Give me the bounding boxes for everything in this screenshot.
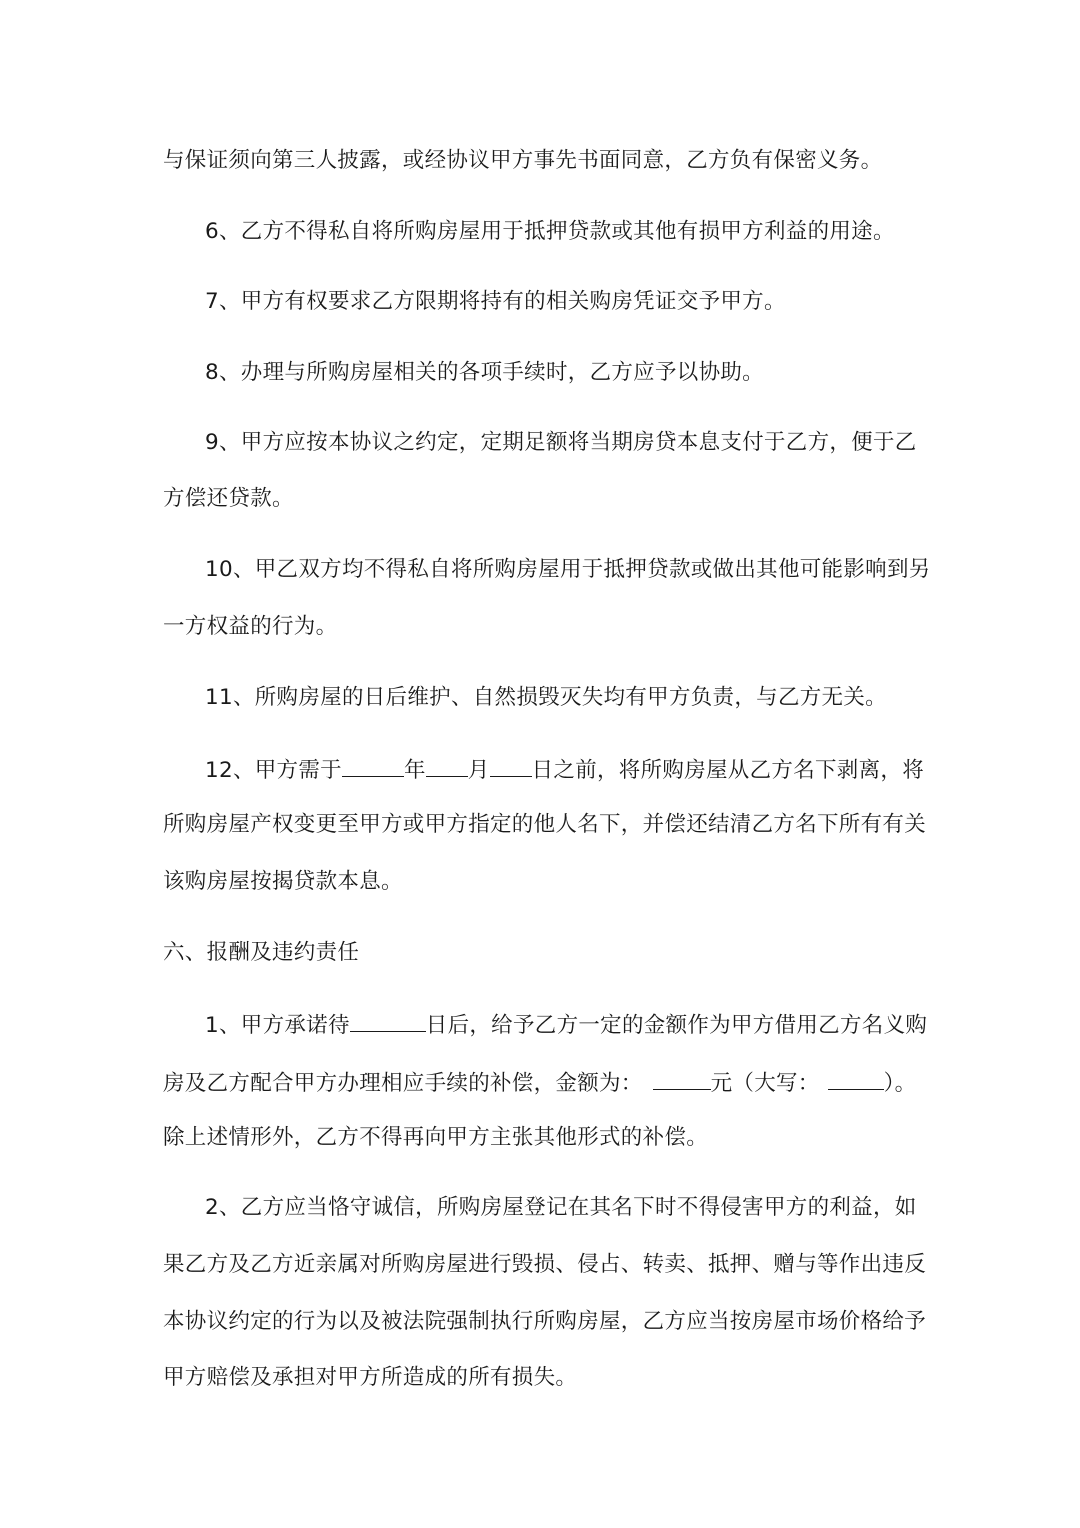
days-blank[interactable] <box>350 1009 426 1032</box>
day-blank[interactable] <box>490 754 532 777</box>
s6-clause-1-text-b: 日后，给予乙方一定的金额作为甲方借用乙方名义购 <box>425 1013 928 1038</box>
amount-blank[interactable] <box>653 1067 711 1090</box>
paragraph-5-continuation: 与保证须向第三人披露，或经协议甲方事先书面同意，乙方负有保密义务。 <box>163 148 883 173</box>
amount-uppercase-blank[interactable] <box>828 1067 884 1090</box>
section-6-clause-2-line-1: 2、乙方应当恪守诚信，所购房屋登记在其名下时不得侵害甲方的利益，如 <box>205 1195 917 1220</box>
year-blank[interactable] <box>342 754 404 777</box>
section-6-clause-1-line-2 <box>163 1067 916 1099</box>
year-label: 年 <box>403 758 426 783</box>
clause-9-line-2: 方偿还贷款。 <box>163 486 294 511</box>
section-6-clause-1-line-1 <box>205 1009 927 1041</box>
s6-clause-1-text-a: 1、甲方承诺待 <box>205 1013 350 1038</box>
s6-clause-1-amount-label: 房及乙方配合甲方办理相应手续的补偿，金额为： <box>163 1071 643 1096</box>
clause-10-line-2: 一方权益的行为。 <box>163 614 338 639</box>
clause-11: 11、所购房屋的日后维护、自然损毁灭失均有甲方负责，与乙方无关。 <box>205 685 887 710</box>
section-6-clause-2-line-2: 果乙方及乙方近亲属对所购房屋进行毁损、侵占、转卖、抵押、赠与等作出违反 <box>163 1252 927 1277</box>
clause-10-line-1: 10、甲乙双方均不得私自将所购房屋用于抵押贷款或做出其他可能影响到另 <box>205 557 931 582</box>
clause-8: 8、办理与所购房屋相关的各项手续时，乙方应予以协助。 <box>205 360 764 385</box>
section-6-clause-1-line-3: 除上述情形外，乙方不得再向甲方主张其他形式的补偿。 <box>163 1125 709 1150</box>
clause-12-line-3: 该购房屋按揭贷款本息。 <box>163 869 403 894</box>
s6-clause-1-uppercase-label: 元（大写： <box>710 1071 820 1096</box>
clause-12-line-2: 所购房屋产权变更至甲方或甲方指定的他人名下，并偿还结清乙方名下所有有关 <box>163 812 927 837</box>
section-6-clause-2-line-4: 甲方赔偿及承担对甲方所造成的所有损失。 <box>163 1365 578 1390</box>
month-label: 月 <box>467 758 490 783</box>
clause-12-text-a: 12、甲方需于 <box>205 758 342 783</box>
section-6-heading: 六、报酬及违约责任 <box>163 940 360 965</box>
section-6-clause-2-line-3: 本协议约定的行为以及被法院强制执行所购房屋，乙方应当按房屋市场价格给予 <box>163 1309 927 1334</box>
clause-6: 6、乙方不得私自将所购房屋用于抵押贷款或其他有损甲方利益的用途。 <box>205 219 895 244</box>
month-blank[interactable] <box>426 754 468 777</box>
clause-12-text-b: 日之前，将所购房屋从乙方名下剥离，将 <box>531 758 924 783</box>
clause-12-line-1 <box>205 754 924 786</box>
clause-9-line-1: 9、甲方应按本协议之约定，定期足额将当期房贷本息支付于乙方，便于乙 <box>205 430 917 455</box>
s6-clause-1-close: ）。 <box>883 1071 917 1096</box>
clause-7: 7、甲方有权要求乙方限期将持有的相关购房凭证交予甲方。 <box>205 289 786 314</box>
